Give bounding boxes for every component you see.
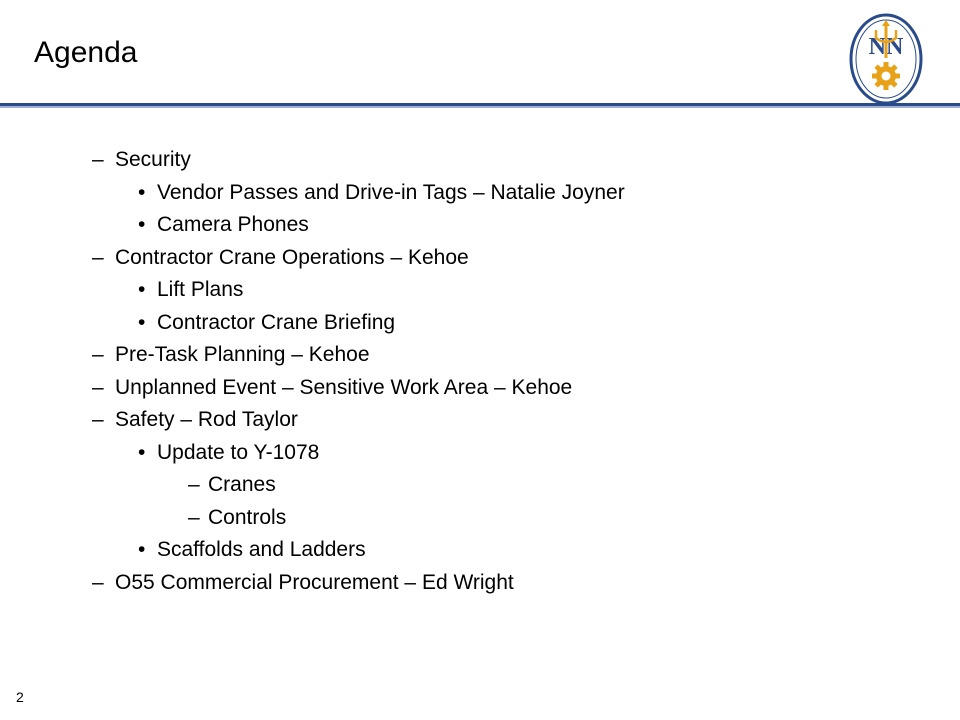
bullet-marker: • bbox=[138, 278, 146, 301]
agenda-item-text: Cranes bbox=[208, 473, 276, 496]
bullet-marker: • bbox=[138, 310, 146, 334]
agenda-item bbox=[188, 504, 286, 532]
bullet-marker: • bbox=[138, 538, 146, 561]
agenda-item-text: Contractor Crane Briefing bbox=[157, 310, 396, 334]
bullet-marker: • bbox=[138, 440, 146, 464]
bullet-marker: • bbox=[138, 213, 146, 236]
agenda-item-text: Pre-Task Planning – Kehoe bbox=[115, 343, 370, 366]
page-number: 2 bbox=[16, 689, 24, 705]
dash-marker: – bbox=[92, 343, 104, 366]
dash-marker: – bbox=[188, 505, 200, 529]
agenda-item bbox=[138, 536, 366, 564]
agenda-item-text: Controls bbox=[208, 505, 287, 529]
agenda-item-text: Safety – Rod Taylor bbox=[115, 408, 298, 431]
company-logo bbox=[848, 12, 924, 106]
agenda-item bbox=[188, 471, 276, 499]
title-divider-shadow bbox=[0, 106, 960, 108]
bullet-marker: • bbox=[138, 180, 146, 204]
agenda-item-text: Camera Phones bbox=[157, 213, 309, 236]
agenda-item bbox=[138, 211, 309, 239]
dash-marker: – bbox=[92, 408, 104, 431]
agenda-item bbox=[92, 406, 298, 434]
agenda-item-text: O55 Commercial Procurement – Ed Wright bbox=[115, 570, 514, 594]
agenda-item-text: Security bbox=[115, 148, 191, 171]
agenda-item bbox=[92, 146, 191, 174]
agenda-item-text: Unplanned Event – Sensitive Work Area – Kehoe bbox=[115, 375, 573, 399]
agenda-item bbox=[138, 439, 319, 467]
agenda-item bbox=[92, 374, 572, 402]
dash-marker: – bbox=[92, 570, 104, 594]
dash-marker: – bbox=[92, 148, 104, 171]
agenda-item bbox=[138, 179, 625, 207]
agenda-item bbox=[92, 569, 514, 597]
dash-marker: – bbox=[92, 245, 104, 269]
logo-letters: NN bbox=[868, 34, 904, 60]
agenda-item bbox=[138, 276, 243, 304]
agenda-item bbox=[138, 309, 395, 337]
agenda-item-text: Update to Y-1078 bbox=[157, 440, 320, 464]
dash-marker: – bbox=[188, 473, 200, 496]
agenda-item-text: Scaffolds and Ladders bbox=[157, 538, 366, 561]
agenda-item-text: Vendor Passes and Drive-in Tags – Natalie Joyner bbox=[157, 180, 625, 204]
slide-title: Agenda bbox=[34, 36, 138, 69]
dash-marker: – bbox=[92, 375, 104, 399]
agenda-item-text: Lift Plans bbox=[157, 278, 244, 301]
agenda-item bbox=[92, 341, 370, 369]
agenda-item-text: Contractor Crane Operations – Kehoe bbox=[115, 245, 469, 269]
agenda-item bbox=[92, 244, 469, 272]
